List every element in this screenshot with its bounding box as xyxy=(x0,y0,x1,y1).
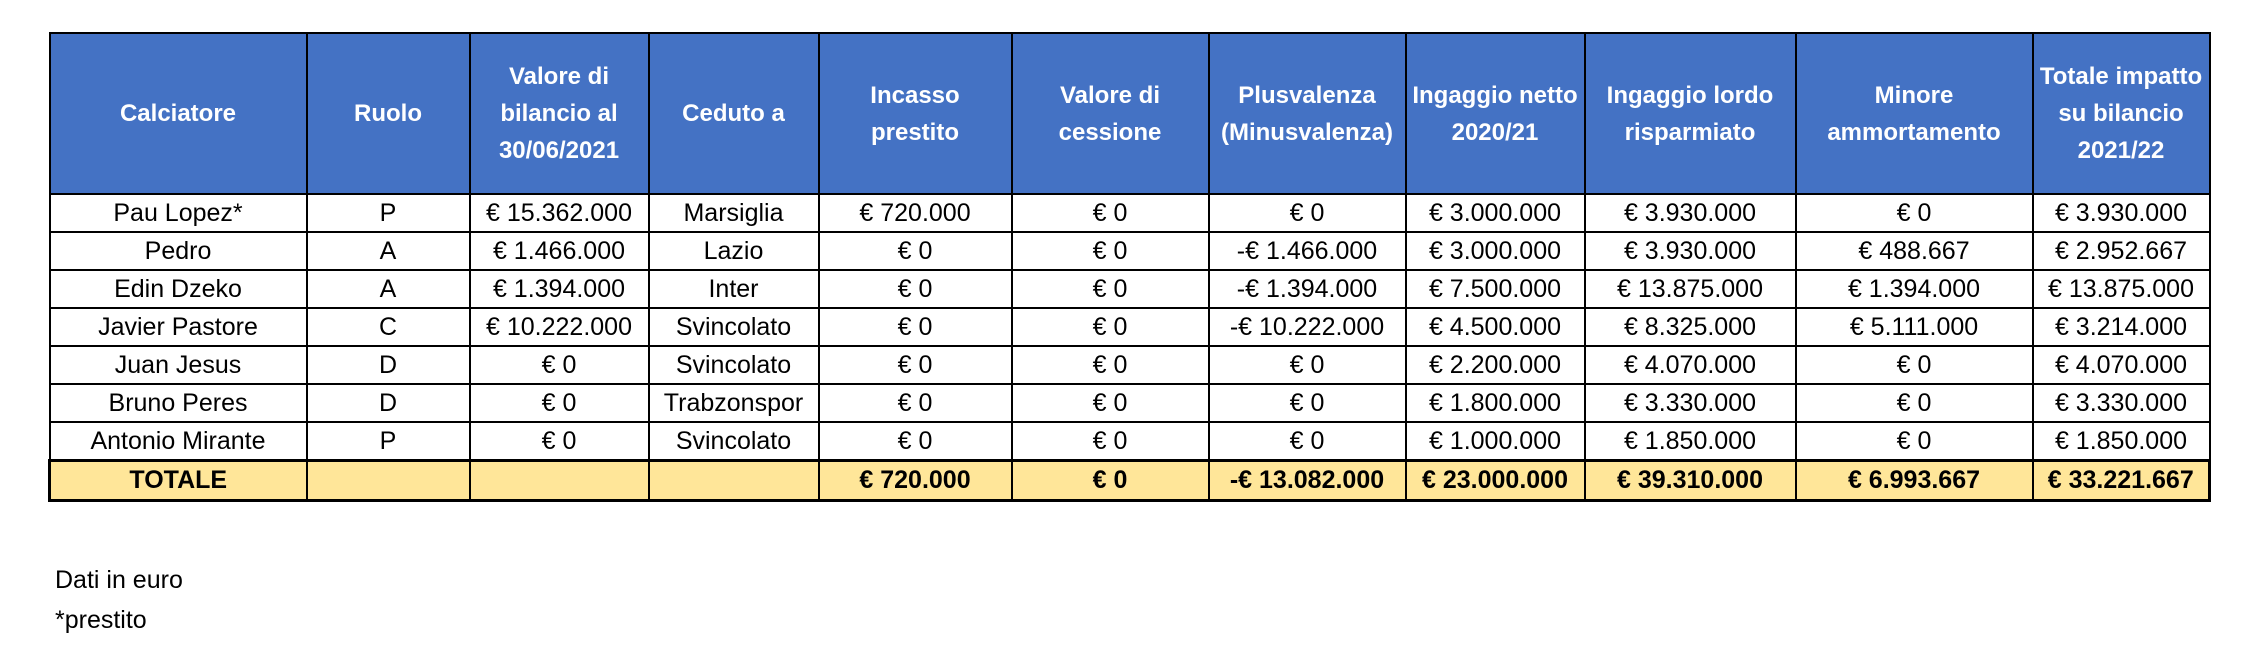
table-cell: € 720.000 xyxy=(819,194,1012,232)
table-body xyxy=(50,194,2210,461)
table-cell: € 0 xyxy=(1012,422,1209,461)
table-cell: € 0 xyxy=(1012,194,1209,232)
table-cell: € 0 xyxy=(1012,308,1209,346)
table-cell: € 0 xyxy=(1209,194,1406,232)
transfer-balance-table xyxy=(48,32,2211,502)
table-cell: -€ 1.394.000 xyxy=(1209,270,1406,308)
totals-cell: € 23.000.000 xyxy=(1406,461,1585,501)
table-cell: Javier Pastore xyxy=(50,308,307,346)
table-cell: A xyxy=(307,270,470,308)
totals-cell: € 6.993.667 xyxy=(1796,461,2033,501)
column-header: Valore di cessione xyxy=(1012,33,1209,194)
table-cell: € 0 xyxy=(819,346,1012,384)
table-cell: € 0 xyxy=(1012,346,1209,384)
table-cell: € 8.325.000 xyxy=(1585,308,1796,346)
table-row xyxy=(50,232,2210,270)
table-footer xyxy=(50,461,2210,501)
column-header: Incasso prestito xyxy=(819,33,1012,194)
totals-cell: € 0 xyxy=(1012,461,1209,501)
header-row xyxy=(50,33,2210,194)
table-cell: € 4.500.000 xyxy=(1406,308,1585,346)
column-header: Ingaggio netto 2020/21 xyxy=(1406,33,1585,194)
table-cell: € 1.800.000 xyxy=(1406,384,1585,422)
table-cell: € 13.875.000 xyxy=(2033,270,2210,308)
totals-cell: € 39.310.000 xyxy=(1585,461,1796,501)
table-cell: Bruno Peres xyxy=(50,384,307,422)
table-cell: € 3.214.000 xyxy=(2033,308,2210,346)
table-cell: € 3.930.000 xyxy=(2033,194,2210,232)
totals-cell: € 33.221.667 xyxy=(2033,461,2210,501)
table-row xyxy=(50,422,2210,461)
table-cell: € 1.394.000 xyxy=(470,270,649,308)
table-row xyxy=(50,270,2210,308)
totals-cell: -€ 13.082.000 xyxy=(1209,461,1406,501)
table-row xyxy=(50,308,2210,346)
table-cell: Inter xyxy=(649,270,819,308)
units-note: Dati in euro xyxy=(55,566,183,594)
table-cell: € 0 xyxy=(1209,422,1406,461)
table-cell: € 3.000.000 xyxy=(1406,232,1585,270)
table-cell: € 0 xyxy=(819,422,1012,461)
column-header: Ingaggio lordo risparmiato xyxy=(1585,33,1796,194)
totals-label: TOTALE xyxy=(50,461,307,501)
table-cell: Pedro xyxy=(50,232,307,270)
loan-footnote: *prestito xyxy=(55,606,147,634)
totals-cell xyxy=(470,461,649,501)
table-cell: A xyxy=(307,232,470,270)
table-cell: C xyxy=(307,308,470,346)
table-cell: € 2.200.000 xyxy=(1406,346,1585,384)
table-cell: € 0 xyxy=(1796,422,2033,461)
table-cell: € 3.330.000 xyxy=(1585,384,1796,422)
table-cell: € 2.952.667 xyxy=(2033,232,2210,270)
totals-cell: € 720.000 xyxy=(819,461,1012,501)
table-cell: D xyxy=(307,346,470,384)
table-cell: -€ 1.466.000 xyxy=(1209,232,1406,270)
totals-cell xyxy=(649,461,819,501)
column-header: Calciatore xyxy=(50,33,307,194)
column-header: Ceduto a xyxy=(649,33,819,194)
table-cell: Antonio Mirante xyxy=(50,422,307,461)
column-header: Ruolo xyxy=(307,33,470,194)
table-cell: Trabzonspor xyxy=(649,384,819,422)
table-cell: € 15.362.000 xyxy=(470,194,649,232)
table-cell: € 1.850.000 xyxy=(2033,422,2210,461)
table-cell: Svincolato xyxy=(649,346,819,384)
column-header: Minore ammortamento xyxy=(1796,33,2033,194)
table-cell: € 0 xyxy=(1796,346,2033,384)
table-cell: € 1.394.000 xyxy=(1796,270,2033,308)
table-cell: P xyxy=(307,194,470,232)
totals-cell xyxy=(307,461,470,501)
table-cell: € 0 xyxy=(819,270,1012,308)
table-row xyxy=(50,384,2210,422)
table-cell: € 0 xyxy=(1209,346,1406,384)
table-cell: € 0 xyxy=(1012,270,1209,308)
table-cell: € 0 xyxy=(1209,384,1406,422)
table-cell: P xyxy=(307,422,470,461)
table-cell: € 0 xyxy=(470,384,649,422)
table-cell: € 3.930.000 xyxy=(1585,194,1796,232)
column-header: Plusvalenza (Minusvalenza) xyxy=(1209,33,1406,194)
table-cell: Svincolato xyxy=(649,422,819,461)
table-cell: € 10.222.000 xyxy=(470,308,649,346)
table-cell: € 0 xyxy=(1796,384,2033,422)
column-header: Totale impatto su bilancio 2021/22 xyxy=(2033,33,2210,194)
table-cell: Marsiglia xyxy=(649,194,819,232)
table-cell: € 0 xyxy=(819,232,1012,270)
table-cell: € 7.500.000 xyxy=(1406,270,1585,308)
table-row xyxy=(50,194,2210,232)
table-cell: € 4.070.000 xyxy=(1585,346,1796,384)
table-header xyxy=(50,33,2210,194)
table-row xyxy=(50,346,2210,384)
totals-row xyxy=(50,461,2210,501)
table-cell: € 0 xyxy=(470,422,649,461)
table-cell: € 0 xyxy=(1796,194,2033,232)
table-cell: € 0 xyxy=(819,308,1012,346)
table-cell: € 5.111.000 xyxy=(1796,308,2033,346)
table-cell: € 1.466.000 xyxy=(470,232,649,270)
table-cell: € 1.850.000 xyxy=(1585,422,1796,461)
table-cell: Pau Lopez* xyxy=(50,194,307,232)
table-cell: € 3.930.000 xyxy=(1585,232,1796,270)
table-cell: Edin Dzeko xyxy=(50,270,307,308)
table-cell: € 1.000.000 xyxy=(1406,422,1585,461)
table-cell: -€ 10.222.000 xyxy=(1209,308,1406,346)
table-cell: Svincolato xyxy=(649,308,819,346)
table-cell: € 0 xyxy=(1012,232,1209,270)
table-cell: D xyxy=(307,384,470,422)
table-cell: € 13.875.000 xyxy=(1585,270,1796,308)
table-cell: € 488.667 xyxy=(1796,232,2033,270)
table-cell: € 4.070.000 xyxy=(2033,346,2210,384)
table-cell: € 0 xyxy=(1012,384,1209,422)
table-cell: € 0 xyxy=(470,346,649,384)
table-cell: Juan Jesus xyxy=(50,346,307,384)
table-cell: € 3.330.000 xyxy=(2033,384,2210,422)
column-header: Valore di bilancio al 30/06/2021 xyxy=(470,33,649,194)
table-cell: € 0 xyxy=(819,384,1012,422)
table-cell: € 3.000.000 xyxy=(1406,194,1585,232)
table-cell: Lazio xyxy=(649,232,819,270)
